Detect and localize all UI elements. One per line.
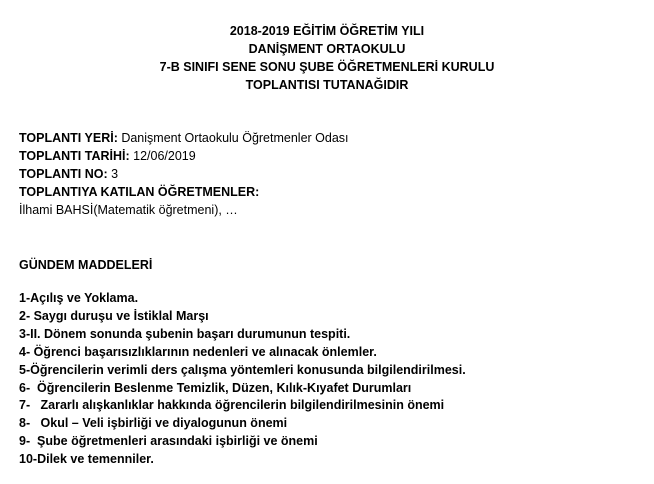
meeting-attendees-value: İlhami BAHSİ(Matematik öğretmeni), … bbox=[19, 203, 238, 217]
heading-line-school-name: DANİŞMENT ORTAOKULU bbox=[248, 42, 406, 56]
meeting-place bbox=[19, 129, 349, 147]
meeting-number bbox=[19, 165, 349, 183]
meeting-date-value: 12/06/2019 bbox=[129, 149, 196, 163]
agenda-item: 2- Saygı duruşu ve İstiklal Marşı bbox=[19, 308, 209, 323]
meeting-info bbox=[19, 129, 349, 219]
meeting-place-label: TOPLANTI YERİ: bbox=[19, 131, 118, 145]
agenda-list bbox=[19, 290, 466, 469]
meeting-attendees-label: TOPLANTIYA KATILAN ÖĞRETMENLER: bbox=[19, 185, 260, 199]
agenda-item: 10-Dilek ve temenniler. bbox=[19, 452, 154, 467]
agenda-item: 6- Öğrencilerin Beslenme Temizlik, Düzen, Kılık-Kıyafet Durumları bbox=[19, 380, 412, 395]
heading-line-academic-year: 2018-2019 EĞİTİM ÖĞRETİM YILI bbox=[229, 24, 425, 38]
heading-line-minutes-title: TOPLANTISI TUTANAĞIDIR bbox=[245, 78, 409, 92]
meeting-number-label: TOPLANTI NO: bbox=[19, 167, 108, 181]
agenda-item: 1-Açılış ve Yoklama. bbox=[19, 291, 139, 305]
heading-line-board-title: 7-B SINIFI SENE SONU ŞUBE ÖĞRETMENLERİ KURULU bbox=[159, 60, 495, 74]
agenda-item: 3-II. Dönem sonunda şubenin başarı durumunun tespiti. bbox=[19, 326, 351, 341]
agenda-item: 5-Öğrencilerin verimli ders çalışma yöntemleri konusunda bilgilendirilmesi. bbox=[19, 362, 466, 377]
meeting-date bbox=[19, 147, 349, 165]
agenda-item: 8- Okul – Veli işbirliği ve diyalogunun önemi bbox=[19, 416, 288, 431]
meeting-date-label: TOPLANTI TARİHİ: bbox=[19, 149, 130, 163]
agenda-item: 4- Öğrenci başarısızlıklarının nedenleri ve alınacak önlemler. bbox=[19, 344, 377, 359]
agenda-title: GÜNDEM MADDELERİ bbox=[19, 258, 153, 272]
meeting-number-value: 3 bbox=[107, 167, 119, 181]
document-heading bbox=[0, 22, 654, 94]
agenda-item: 9- Şube öğretmenleri arasındaki işbirliği ve önemi bbox=[19, 434, 318, 449]
meeting-place-value: Danişment Ortaokulu Öğretmenler Odası bbox=[117, 131, 349, 145]
agenda-item: 7- Zararlı alışkanlıklar hakkında öğrencilerin bilgilendirilmesinin önemi bbox=[19, 398, 445, 413]
